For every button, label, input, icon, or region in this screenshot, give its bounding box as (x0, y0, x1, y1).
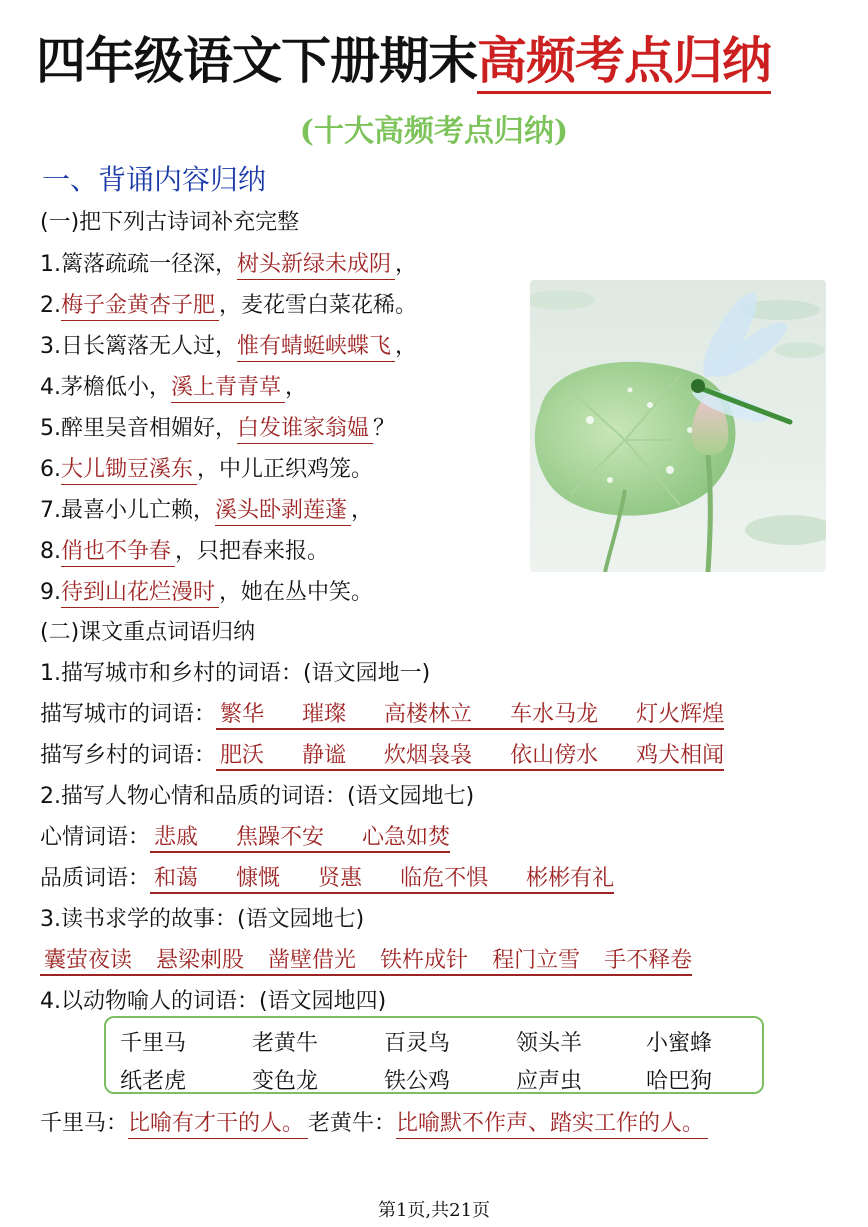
part2-heading: (二)课文重点词语归纳 (40, 620, 256, 645)
word-item: 炊烟袅袅 (384, 743, 473, 768)
quality-label: 品质词语： (40, 866, 151, 891)
poem-line-answer: 待到山花烂漫时 (61, 580, 219, 608)
poem-line-given: 2. (40, 293, 61, 318)
poem-line (40, 329, 417, 360)
poem-line-answer: 溪头卧剥莲蓬 (215, 498, 351, 526)
poem-line (40, 247, 417, 278)
poem-line-rest: ，只把春来报。 (175, 539, 330, 564)
city-word-list (216, 697, 724, 730)
word-item: 临危不惧 (400, 866, 489, 891)
animal-word: 老黄牛 (252, 1031, 319, 1056)
page-number: 第1页,共21页 (377, 1200, 491, 1221)
page-title (36, 28, 771, 94)
word-item: 程门立雪 (492, 948, 581, 973)
animal-word: 变色龙 (252, 1069, 319, 1094)
mood-label: 心情词语： (40, 825, 151, 850)
explain1-text: 比喻有才干的人。 (128, 1111, 308, 1139)
poem-line (40, 411, 395, 442)
explain2-label: 老黄牛： (308, 1111, 397, 1136)
word-item: 慷慨 (236, 866, 281, 891)
word-item: 璀璨 (302, 702, 347, 727)
word-item: 悬梁刺股 (156, 948, 245, 973)
title-black-part: 四年级语文下册期末 (36, 31, 477, 90)
poem-line-given: 4.茅檐低小， (40, 375, 171, 400)
section-heading: 一、背诵内容归纳 (42, 163, 267, 196)
dragonfly-on-lotus-leaf-illustration (530, 280, 826, 572)
word-item: 车水马龙 (510, 702, 599, 727)
poem-line (40, 534, 329, 565)
h2-heading: 2.描写人物心情和品质的词语：(语文园地七) (40, 784, 475, 809)
mood-words-row (40, 820, 450, 853)
poem-line (40, 288, 417, 319)
word-item: 高楼林立 (384, 702, 473, 727)
poem-line-given: 6. (40, 457, 61, 482)
animal-word: 千里马 (120, 1031, 187, 1056)
word-item: 焦躁不安 (236, 825, 325, 850)
story-words-row (40, 943, 692, 976)
poem-line-answer: 惟有蜻蜓峡蝶飞 (237, 334, 395, 362)
poem-line (40, 493, 373, 524)
word-item: 贤惠 (318, 866, 363, 891)
animal-word: 小蜜蜂 (646, 1031, 713, 1056)
poem-line-given: 5.醉里吴音相媚好， (40, 416, 237, 441)
poem-line (40, 575, 373, 606)
animal-word: 纸老虎 (120, 1069, 187, 1094)
word-item: 凿壁借光 (268, 948, 357, 973)
poem-line-answer: 俏也不争春 (61, 539, 175, 567)
subtitle: (十大高频考点归纳) (299, 114, 569, 149)
poem-line-given: 9. (40, 580, 61, 605)
mood-word-list (150, 820, 450, 853)
poem-line-rest: ，她在丛中笑。 (219, 580, 374, 605)
animal-word: 百灵鸟 (384, 1031, 451, 1056)
animal-word: 哈巴狗 (646, 1069, 713, 1094)
poem-line-rest: ？ (373, 416, 396, 441)
poem-line-answer: 白发谁家翁媪 (237, 416, 373, 444)
word-item: 彬彬有礼 (526, 866, 615, 891)
explain2-text: 比喻默不作声、踏实工作的人。 (396, 1111, 708, 1139)
poem-line-given: 8. (40, 539, 61, 564)
word-item: 手不释卷 (604, 948, 693, 973)
animal-word: 应声虫 (516, 1069, 583, 1094)
city-label: 描写城市的词语： (40, 702, 217, 727)
poem-line-rest: ， (285, 375, 308, 400)
animal-word-box (104, 1016, 764, 1094)
poem-line-rest: ， (395, 252, 418, 277)
word-item: 和蔼 (154, 866, 199, 891)
word-item: 心急如焚 (362, 825, 451, 850)
h3-heading: 3.读书求学的故事：(语文园地七) (40, 907, 365, 932)
poem-line-rest: ， (351, 498, 374, 523)
quality-words-row (40, 861, 614, 894)
poem-line (40, 452, 373, 483)
word-item: 囊萤夜读 (44, 948, 133, 973)
story-word-list (40, 943, 692, 976)
word-item: 繁华 (220, 702, 265, 727)
part1-heading: (一)把下列古诗词补充完整 (40, 210, 300, 235)
poem-line-given: 3.日长篱落无人过， (40, 334, 237, 359)
title-red-part: 高频考点归纳 (477, 31, 771, 94)
poem-line-given: 7.最喜小儿亡赖， (40, 498, 215, 523)
city-words-row (40, 697, 724, 730)
h4-heading: 4.以动物喻人的词语：(语文园地四) (40, 989, 387, 1014)
word-item: 肥沃 (220, 743, 265, 768)
animal-word: 领头羊 (516, 1031, 583, 1056)
poem-line-answer: 大儿锄豆溪东 (61, 457, 197, 485)
animal-word: 铁公鸡 (384, 1069, 451, 1094)
poem-line-given: 1.篱落疏疏一径深， (40, 252, 237, 277)
word-item: 静谧 (302, 743, 347, 768)
poem-line-rest: ，麦花雪白菜花稀。 (219, 293, 418, 318)
explain1-label: 千里马： (40, 1111, 129, 1136)
poem-line-rest: ，中儿正织鸡笼。 (197, 457, 374, 482)
village-words-row (40, 738, 724, 771)
word-item: 悲戚 (154, 825, 199, 850)
word-item: 灯火辉煌 (636, 702, 725, 727)
word-item: 依山傍水 (510, 743, 599, 768)
poem-line-rest: ， (395, 334, 418, 359)
village-word-list (216, 738, 724, 771)
word-item: 铁杵成针 (380, 948, 469, 973)
poem-line-answer: 梅子金黄杏子肥 (61, 293, 219, 321)
poem-line-answer: 树头新绿未成阴 (237, 252, 395, 280)
dragonfly-lotus-illustration (530, 280, 826, 572)
village-label: 描写乡村的词语： (40, 743, 217, 768)
explanation-row (40, 1106, 708, 1137)
poem-line-answer: 溪上青青草 (171, 375, 285, 403)
poem-line (40, 370, 307, 401)
h1-heading: 1.描写城市和乡村的词语：(语文园地一) (40, 661, 431, 686)
word-item: 鸡犬相闻 (636, 743, 725, 768)
quality-word-list (150, 861, 614, 894)
